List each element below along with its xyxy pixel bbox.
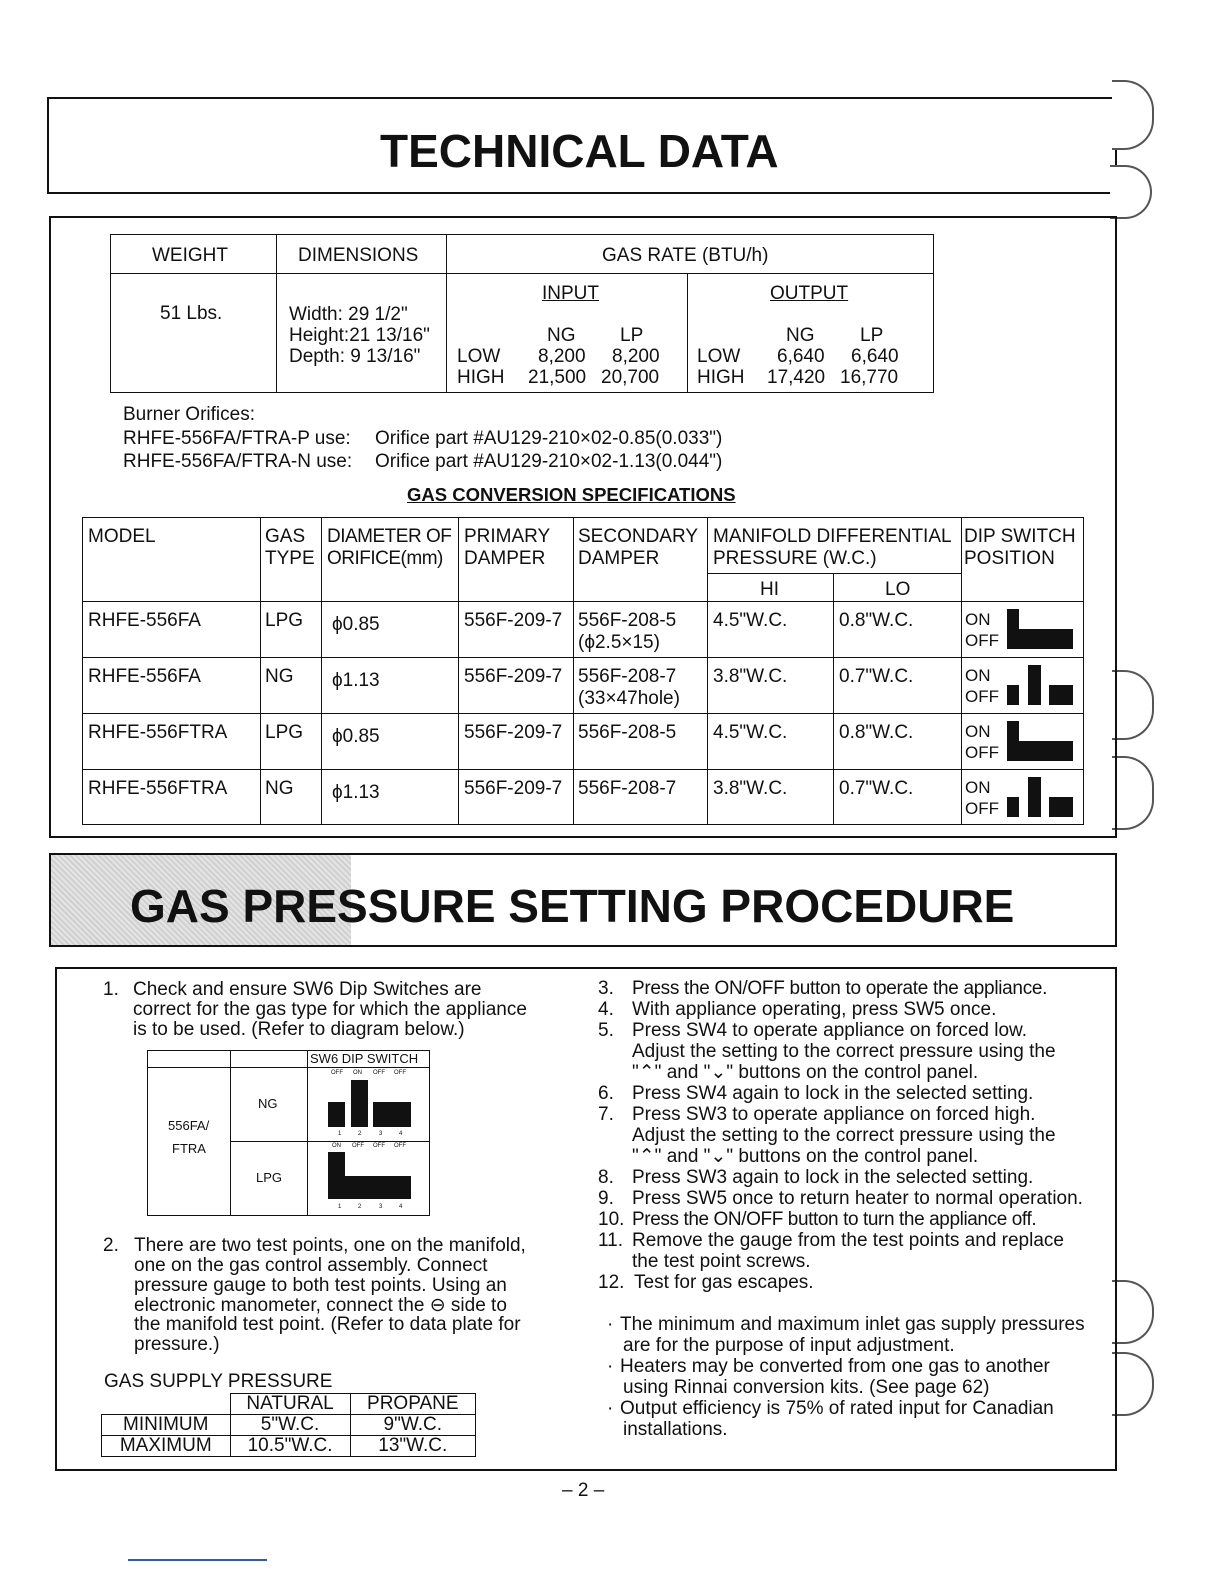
step-2-line: electronic manometer, connect the ⊖ side to xyxy=(134,1295,507,1316)
step-1-line: correct for the gas type for which the appliance xyxy=(133,999,527,1020)
supply-header-empty xyxy=(102,1394,231,1415)
supply-cell: 13"W.C. xyxy=(350,1436,475,1457)
row-secondary-1: 556F-208-5 xyxy=(578,610,677,631)
col-header-dip-1: DIP SWITCH xyxy=(964,526,1076,547)
page-number: – 2 – xyxy=(562,1480,605,1501)
lpg-switch-number: 1 xyxy=(338,1204,342,1210)
conversion-title: GAS CONVERSION SPECIFICATIONS xyxy=(407,484,736,505)
note-bullet: · xyxy=(607,1356,614,1377)
step-11-number: 11. xyxy=(598,1230,624,1251)
col-header-manifold-1: MANIFOLD DIFFERENTIAL xyxy=(713,526,952,547)
row-dip-on: ON xyxy=(965,722,991,741)
lpg-switch-number: 4 xyxy=(399,1204,403,1210)
ng-switch-number: 2 xyxy=(358,1131,362,1137)
col-header-diameter-1: DIAMETER OF xyxy=(327,526,452,547)
row-dip-on: ON xyxy=(965,610,991,629)
col-header-secondary-1: SECONDARY xyxy=(578,526,699,547)
row-dip-off: OFF xyxy=(965,631,999,650)
lpg-switch-label: OFF xyxy=(394,1143,406,1149)
step-7-text: Press SW3 to operate appliance on forced high. xyxy=(632,1104,1036,1125)
procedure-title: GAS PRESSURE SETTING PROCEDURE xyxy=(130,880,1015,932)
col-header-primary-1: PRIMARY xyxy=(464,526,551,547)
ng-switch-label: OFF xyxy=(331,1070,343,1076)
lpg-switch-label: OFF xyxy=(373,1143,385,1149)
lpg-switch-number: 2 xyxy=(358,1204,362,1210)
dimension-height: Height:21 13/16" xyxy=(289,325,430,346)
note-text: installations. xyxy=(623,1419,728,1440)
step-9-text: Press SW5 once to return heater to normal operation. xyxy=(632,1188,1083,1209)
step-10-number: 10. xyxy=(598,1209,625,1230)
supply-title: GAS SUPPLY PRESSURE xyxy=(104,1371,333,1392)
step-2-line: pressure gauge to both test points. Using an xyxy=(134,1275,507,1296)
step-4-text: With appliance operating, press SW5 once. xyxy=(632,999,997,1020)
step-12-text: Test for gas escapes. xyxy=(634,1272,814,1293)
step-6-number: 6. xyxy=(598,1083,614,1104)
supply-cell: 9"W.C. xyxy=(350,1415,475,1436)
diagram-ng-label: NG xyxy=(258,1096,278,1111)
step-3-text: Press the ON/OFF button to operate the appliance. xyxy=(632,978,1048,999)
row-dip-off: OFF xyxy=(965,799,999,818)
input-lp-label: LP xyxy=(620,325,644,346)
row-diameter: ϕ1.13 xyxy=(332,782,380,803)
binder-hole xyxy=(1112,1352,1154,1416)
col-header-diameter-2: ORIFICE(mm) xyxy=(327,548,443,569)
row-gas-type: LPG xyxy=(265,610,304,631)
supply-header-propane: PROPANE xyxy=(350,1394,475,1415)
lpg-switch-label: OFF xyxy=(352,1143,364,1149)
output-ng-label: NG xyxy=(786,325,815,346)
input-low-lp: 8,200 xyxy=(612,346,660,367)
output-label: OUTPUT xyxy=(770,283,849,304)
row-hi: 4.5"W.C. xyxy=(713,722,788,743)
row-lo: 0.8"W.C. xyxy=(839,610,914,631)
col-header-primary-2: DAMPER xyxy=(464,548,546,569)
row-secondary-1: 556F-208-7 xyxy=(578,666,677,687)
weight-header: WEIGHT xyxy=(152,245,228,266)
row-primary: 556F-209-7 xyxy=(464,778,563,799)
input-ng-label: NG xyxy=(547,325,576,346)
note-text: using Rinnai conversion kits. (See page 62) xyxy=(623,1377,990,1398)
col-header-manifold-2: PRESSURE (W.C.) xyxy=(713,548,877,569)
row-gas-type: NG xyxy=(265,666,294,687)
col-header-dip-2: POSITION xyxy=(964,548,1055,569)
sw6-header: SW6 DIP SWITCH xyxy=(310,1051,419,1066)
link-underline xyxy=(128,1559,267,1561)
step-2-line: the manifold test point. (Refer to data plate for xyxy=(134,1314,521,1335)
lpg-switch-label: ON xyxy=(332,1143,341,1149)
row-primary: 556F-209-7 xyxy=(464,722,563,743)
row-lo: 0.7"W.C. xyxy=(839,778,914,799)
row-secondary-1: 556F-208-5 xyxy=(578,722,677,743)
dimension-depth: Depth: 9 13/16" xyxy=(289,346,421,367)
step-2-line: one on the gas control assembly. Connect xyxy=(134,1255,488,1276)
step-7-text: Adjust the setting to the correct pressure using the xyxy=(632,1125,1056,1146)
row-gas-type: LPG xyxy=(265,722,304,743)
binder-hole xyxy=(1112,756,1154,830)
step-2-line: pressure.) xyxy=(134,1334,220,1355)
row-hi: 3.8"W.C. xyxy=(713,666,788,687)
step-1-line: is to be used. (Refer to diagram below.) xyxy=(133,1019,465,1040)
row-dip-on: ON xyxy=(965,666,991,685)
binder-hole xyxy=(1112,670,1154,740)
row-hi: 4.5"W.C. xyxy=(713,610,788,631)
row-secondary-1: 556F-208-7 xyxy=(578,778,677,799)
output-high-lp: 16,770 xyxy=(840,367,899,388)
ng-switch-number: 3 xyxy=(379,1131,383,1137)
step-2-number: 2. xyxy=(103,1235,119,1256)
row-gas-type: NG xyxy=(265,778,294,799)
burner-line-p-model: RHFE-556FA/FTRA-P use: xyxy=(123,428,351,449)
step-5-text: "⌃" and "⌄" buttons on the control panel. xyxy=(632,1062,979,1083)
binder-hole xyxy=(1110,165,1152,219)
ng-switch-number: 4 xyxy=(399,1131,403,1137)
step-5-text: Press SW4 to operate appliance on forced low. xyxy=(632,1020,1028,1041)
table-row xyxy=(102,1415,476,1436)
output-high-label: HIGH xyxy=(697,367,745,388)
supply-cell: 5"W.C. xyxy=(230,1415,350,1436)
burner-line-p-part: Orifice part #AU129-210×02-0.85(0.033") xyxy=(375,428,723,449)
row-model: RHFE-556FA xyxy=(88,666,201,687)
row-diameter: ϕ0.85 xyxy=(332,726,380,747)
output-lp-label: LP xyxy=(860,325,884,346)
row-dip-on: ON xyxy=(965,778,991,797)
row-lo: 0.7"W.C. xyxy=(839,666,914,687)
note-text: are for the purpose of input adjustment. xyxy=(623,1335,955,1356)
gas-rate-header: GAS RATE (BTU/h) xyxy=(602,245,769,266)
binder-hole xyxy=(1112,80,1154,150)
row-model: RHFE-556FTRA xyxy=(88,722,228,743)
output-low-ng: 6,640 xyxy=(777,346,825,367)
step-5-number: 5. xyxy=(598,1020,614,1041)
step-10-text: Press the ON/OFF button to turn the appliance off. xyxy=(632,1209,1037,1230)
note-text: Output efficiency is 75% of rated input for Canadian xyxy=(620,1398,1054,1419)
col-header-lo: LO xyxy=(885,579,911,600)
input-high-lp: 20,700 xyxy=(601,367,660,388)
ng-switch-number: 1 xyxy=(338,1131,342,1137)
row-dip-off: OFF xyxy=(965,743,999,762)
step-9-number: 9. xyxy=(598,1188,614,1209)
row-secondary-2: (ϕ2.5×15) xyxy=(578,632,660,653)
row-model: RHFE-556FA xyxy=(88,610,201,631)
step-11-text: the test point screws. xyxy=(632,1251,811,1272)
step-11-text: Remove the gauge from the test points and replace xyxy=(632,1230,1064,1251)
ng-switch-label: OFF xyxy=(373,1070,385,1076)
dimension-width: Width: 29 1/2" xyxy=(289,304,408,325)
row-diameter: ϕ1.13 xyxy=(332,670,380,691)
note-bullet: · xyxy=(607,1314,614,1335)
step-3-number: 3. xyxy=(598,978,614,999)
diagram-lpg-label: LPG xyxy=(256,1170,283,1185)
supply-row-label: MINIMUM xyxy=(102,1415,231,1436)
dimensions-header: DIMENSIONS xyxy=(298,245,419,266)
input-label: INPUT xyxy=(542,283,599,304)
output-high-ng: 17,420 xyxy=(767,367,826,388)
step-4-number: 4. xyxy=(598,999,614,1020)
note-text: Heaters may be converted from one gas to another xyxy=(620,1356,1050,1377)
step-5-text: Adjust the setting to the correct pressure using the xyxy=(632,1041,1056,1062)
note-text: The minimum and maximum inlet gas supply pressures xyxy=(620,1314,1085,1335)
step-7-text: "⌃" and "⌄" buttons on the control panel. xyxy=(632,1146,979,1167)
step-1-number: 1. xyxy=(103,979,119,1000)
input-low-label: LOW xyxy=(457,346,501,367)
step-8-number: 8. xyxy=(598,1167,614,1188)
step-7-number: 7. xyxy=(598,1104,614,1125)
supply-header-natural: NATURAL xyxy=(230,1394,350,1415)
col-header-secondary-2: DAMPER xyxy=(578,548,660,569)
row-lo: 0.8"W.C. xyxy=(839,722,914,743)
supply-row-label: MAXIMUM xyxy=(102,1436,231,1457)
table-row xyxy=(102,1394,476,1415)
row-primary: 556F-209-7 xyxy=(464,610,563,631)
col-header-hi: HI xyxy=(760,579,779,600)
row-hi: 3.8"W.C. xyxy=(713,778,788,799)
step-1-line: Check and ensure SW6 Dip Switches are xyxy=(133,979,482,1000)
row-primary: 556F-209-7 xyxy=(464,666,563,687)
weight-value: 51 Lbs. xyxy=(160,303,223,324)
burner-line-n-model: RHFE-556FA/FTRA-N use: xyxy=(123,451,353,472)
input-low-ng: 8,200 xyxy=(538,346,586,367)
ng-switch-label: OFF xyxy=(394,1070,406,1076)
step-8-text: Press SW3 again to lock in the selected setting. xyxy=(632,1167,1034,1188)
binder-hole xyxy=(1112,1280,1154,1344)
col-header-gas-type-1: GAS xyxy=(265,526,306,547)
step-2-line: There are two test points, one on the manifold, xyxy=(134,1235,526,1256)
row-secondary-2: (33×47hole) xyxy=(578,688,680,709)
output-low-label: LOW xyxy=(697,346,741,367)
step-6-text: Press SW4 again to lock in the selected setting. xyxy=(632,1083,1034,1104)
col-header-model: MODEL xyxy=(88,526,156,547)
ng-switch-label: ON xyxy=(353,1070,362,1076)
note-bullet: · xyxy=(607,1398,614,1419)
input-high-ng: 21,500 xyxy=(528,367,587,388)
diagram-model-1: 556FA/ xyxy=(168,1118,210,1133)
step-12-number: 12. xyxy=(598,1272,625,1293)
lpg-switch-number: 3 xyxy=(379,1204,383,1210)
row-diameter: ϕ0.85 xyxy=(332,614,380,635)
col-header-gas-type-2: TYPE xyxy=(265,548,315,569)
diagram-model-2: FTRA xyxy=(172,1141,206,1156)
input-high-label: HIGH xyxy=(457,367,505,388)
page-title: TECHNICAL DATA xyxy=(380,125,779,177)
row-model: RHFE-556FTRA xyxy=(88,778,228,799)
row-dip-off: OFF xyxy=(965,687,999,706)
burner-orifices-label: Burner Orifices: xyxy=(123,404,255,425)
table-row xyxy=(102,1436,476,1457)
supply-table xyxy=(101,1393,476,1457)
supply-cell: 10.5"W.C. xyxy=(230,1436,350,1457)
burner-line-n-part: Orifice part #AU129-210×02-1.13(0.044") xyxy=(375,451,723,472)
output-low-lp: 6,640 xyxy=(851,346,899,367)
